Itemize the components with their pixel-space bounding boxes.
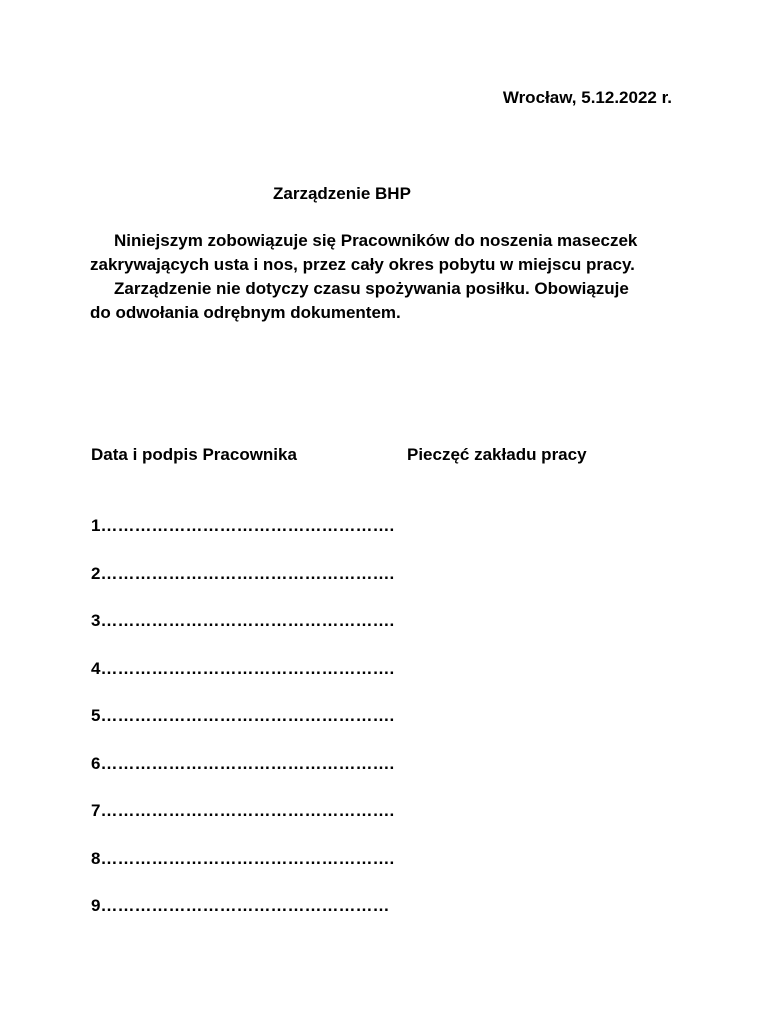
signature-line: 8……………………………………………. xyxy=(91,848,395,868)
body-line: Zarządzenie nie dotyczy czasu spożywania posiłku. Obowiązuje xyxy=(114,279,629,298)
signature-line: 4……………………………………………. xyxy=(91,658,395,678)
body-line: zakrywających usta i nos, przez cały okres pobytu w miejscu pracy. xyxy=(90,255,635,274)
signature-line: 5……………………………………………. xyxy=(91,706,395,725)
signature-header: Data i podpis Pracownika xyxy=(91,445,297,464)
body-line: Niniejszym zobowiązuje się Pracowników do noszenia maseczek xyxy=(114,231,638,250)
signature-line: 9…………………………………………… xyxy=(91,896,390,915)
document-title: Zarządzenie BHP xyxy=(273,184,411,203)
signature-line: 3……………………………………………. xyxy=(91,611,395,630)
stamp-header: Pieczęć zakładu pracy xyxy=(407,445,587,464)
place-date: Wrocław, 5.12.2022 r. xyxy=(502,88,672,107)
signature-line: 6……………………………………………. xyxy=(91,753,395,773)
document-body xyxy=(90,229,690,325)
signature-line: 1……………………………………………. xyxy=(91,516,395,535)
body-line: do odwołania odrębnym dokumentem. xyxy=(90,303,401,322)
signature-list xyxy=(91,514,394,942)
signature-line: 2……………………………………………. xyxy=(91,563,395,583)
signature-line: 7……………………………………………. xyxy=(91,801,395,820)
